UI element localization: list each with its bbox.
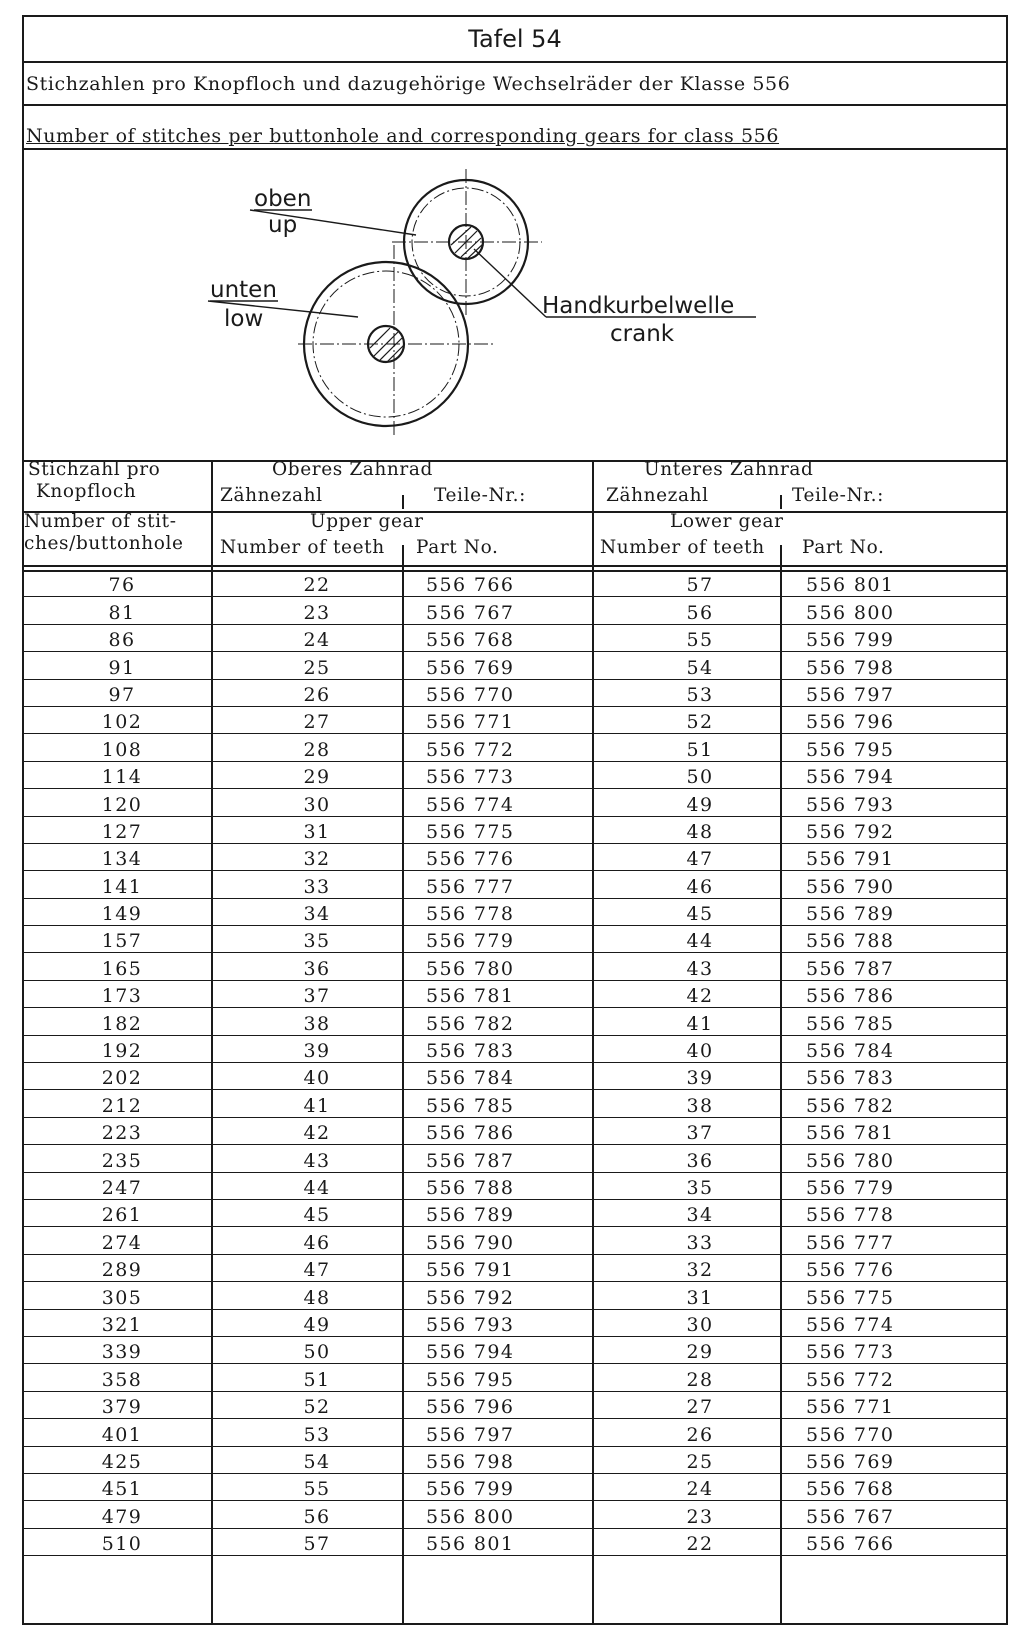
table-row <box>24 1035 1006 1062</box>
header-lower-teeth-de: Zähnezahl <box>606 485 709 506</box>
table-row <box>24 1473 1006 1500</box>
upper-part-no-cell: 556 771 <box>414 706 606 733</box>
upper-teeth-cell: 35 <box>220 926 414 953</box>
stitch-count-cell: 182 <box>24 1008 220 1035</box>
lower-teeth-cell: 24 <box>606 1473 794 1500</box>
upper-teeth-cell: 48 <box>220 1282 414 1309</box>
lower-teeth-cell: 44 <box>606 926 794 953</box>
stitch-count-cell: 149 <box>24 898 220 925</box>
header-upper-de: Oberes Zahnrad <box>272 459 433 480</box>
upper-part-no-cell: 556 774 <box>414 789 606 816</box>
stitch-count-cell: 141 <box>24 871 220 898</box>
table-row <box>24 980 1006 1007</box>
upper-teeth-cell: 51 <box>220 1364 414 1391</box>
stitch-count-cell: 212 <box>24 1090 220 1117</box>
divider <box>24 460 1006 462</box>
upper-part-no-cell: 556 796 <box>414 1391 606 1418</box>
upper-teeth-cell: 49 <box>220 1309 414 1336</box>
header-upper-teeth-en: Number of teeth <box>220 537 385 558</box>
lower-teeth-cell: 30 <box>606 1309 794 1336</box>
stitch-count-cell: 289 <box>24 1254 220 1281</box>
upper-part-no-cell: 556 787 <box>414 1145 606 1172</box>
upper-part-no-cell: 556 788 <box>414 1172 606 1199</box>
table-row <box>24 789 1006 816</box>
stitch-count-cell: 479 <box>24 1501 220 1528</box>
header-lower-teeth-en: Number of teeth <box>600 537 765 558</box>
lower-part-no-cell: 556 772 <box>794 1364 1006 1391</box>
table-row <box>24 1199 1006 1226</box>
stitch-count-cell: 261 <box>24 1199 220 1226</box>
lower-teeth-cell: 23 <box>606 1501 794 1528</box>
label-shaft-en: crank <box>610 321 675 347</box>
label-upper-en: up <box>268 212 298 238</box>
lower-part-no-cell: 556 794 <box>794 761 1006 788</box>
stitch-count-cell: 425 <box>24 1446 220 1473</box>
stitch-count-cell: 81 <box>24 597 220 624</box>
lower-teeth-cell: 43 <box>606 953 794 980</box>
lower-teeth-cell: 55 <box>606 624 794 651</box>
lower-teeth-cell: 39 <box>606 1063 794 1090</box>
upper-part-no-cell: 556 785 <box>414 1090 606 1117</box>
lower-teeth-cell: 51 <box>606 734 794 761</box>
upper-part-no-cell: 556 769 <box>414 652 606 679</box>
upper-part-no-cell: 556 786 <box>414 1117 606 1144</box>
lower-teeth-cell: 54 <box>606 652 794 679</box>
header-col1-en: Number of stit- ches/buttonhole <box>24 511 184 554</box>
upper-teeth-cell: 47 <box>220 1254 414 1281</box>
lower-part-no-cell: 556 769 <box>794 1446 1006 1473</box>
table-row <box>24 679 1006 706</box>
upper-teeth-cell: 36 <box>220 953 414 980</box>
stitch-count-cell: 173 <box>24 980 220 1007</box>
upper-teeth-cell: 41 <box>220 1090 414 1117</box>
page-title: Tafel 54 <box>468 25 562 53</box>
upper-teeth-cell: 31 <box>220 816 414 843</box>
table-frame <box>22 15 1008 1625</box>
lower-part-no-cell: 556 783 <box>794 1063 1006 1090</box>
upper-teeth-cell: 55 <box>220 1473 414 1500</box>
lower-part-no-cell: 556 797 <box>794 679 1006 706</box>
stitch-count-cell: 321 <box>24 1309 220 1336</box>
lower-part-no-cell: 556 792 <box>794 816 1006 843</box>
lower-part-no-cell: 556 793 <box>794 789 1006 816</box>
table-row <box>24 1501 1006 1528</box>
stitch-count-cell: 510 <box>24 1528 220 1555</box>
upper-part-no-cell: 556 792 <box>414 1282 606 1309</box>
lower-part-no-cell: 556 786 <box>794 980 1006 1007</box>
upper-part-no-cell: 556 778 <box>414 898 606 925</box>
lower-part-no-cell: 556 801 <box>794 570 1006 597</box>
table-row <box>24 1227 1006 1254</box>
upper-part-no-cell: 556 775 <box>414 816 606 843</box>
lower-teeth-cell: 53 <box>606 679 794 706</box>
table-row <box>24 843 1006 870</box>
table-row <box>24 1336 1006 1363</box>
column-tick <box>402 495 404 509</box>
lower-part-no-cell: 556 768 <box>794 1473 1006 1500</box>
upper-teeth-cell: 24 <box>220 624 414 651</box>
lower-part-no-cell: 556 784 <box>794 1035 1006 1062</box>
upper-part-no-cell: 556 790 <box>414 1227 606 1254</box>
lower-part-no-cell: 556 788 <box>794 926 1006 953</box>
table-row <box>24 1145 1006 1172</box>
lower-part-no-cell: 556 778 <box>794 1199 1006 1226</box>
table-row <box>24 898 1006 925</box>
upper-part-no-cell: 556 773 <box>414 761 606 788</box>
stitch-count-cell: 223 <box>24 1117 220 1144</box>
lower-part-no-cell: 556 775 <box>794 1282 1006 1309</box>
lower-part-no-cell: 556 785 <box>794 1008 1006 1035</box>
header-upper-part-en: Part No. <box>416 537 499 558</box>
upper-teeth-cell: 38 <box>220 1008 414 1035</box>
stitch-count-cell: 91 <box>24 652 220 679</box>
lower-teeth-cell: 40 <box>606 1035 794 1062</box>
upper-part-no-cell: 556 801 <box>414 1528 606 1555</box>
stitch-count-cell: 127 <box>24 816 220 843</box>
table-row <box>24 1063 1006 1090</box>
label-upper-de: oben <box>254 186 312 212</box>
upper-teeth-cell: 27 <box>220 706 414 733</box>
table-row <box>24 1446 1006 1473</box>
label-lower-en: low <box>224 306 264 332</box>
upper-teeth-cell: 33 <box>220 871 414 898</box>
table-row <box>24 706 1006 733</box>
upper-teeth-cell: 50 <box>220 1336 414 1363</box>
stitch-count-cell: 202 <box>24 1063 220 1090</box>
lower-teeth-cell: 57 <box>606 570 794 597</box>
stitch-count-cell: 358 <box>24 1364 220 1391</box>
lower-teeth-cell: 25 <box>606 1446 794 1473</box>
upper-teeth-cell: 45 <box>220 1199 414 1226</box>
divider <box>24 565 1006 567</box>
stitch-count-cell: 97 <box>24 679 220 706</box>
lower-part-no-cell: 556 791 <box>794 843 1006 870</box>
upper-teeth-cell: 30 <box>220 789 414 816</box>
header-lower-de: Unteres Zahnrad <box>644 459 814 480</box>
upper-part-no-cell: 556 768 <box>414 624 606 651</box>
lower-part-no-cell: 556 790 <box>794 871 1006 898</box>
upper-teeth-cell: 37 <box>220 980 414 1007</box>
header-lower-en: Lower gear <box>670 511 784 532</box>
lower-part-no-cell: 556 777 <box>794 1227 1006 1254</box>
table-row <box>24 1282 1006 1309</box>
lower-part-no-cell: 556 776 <box>794 1254 1006 1281</box>
stitch-count-cell: 247 <box>24 1172 220 1199</box>
stitch-count-cell: 108 <box>24 734 220 761</box>
upper-part-no-cell: 556 777 <box>414 871 606 898</box>
stitch-count-cell: 120 <box>24 789 220 816</box>
header-col1-de: Stichzahl pro Knopfloch <box>28 459 161 502</box>
lower-teeth-cell: 29 <box>606 1336 794 1363</box>
lower-part-no-cell: 556 766 <box>794 1528 1006 1555</box>
lower-teeth-cell: 56 <box>606 597 794 624</box>
lower-teeth-cell: 33 <box>606 1227 794 1254</box>
table-row <box>24 1364 1006 1391</box>
table-row <box>24 926 1006 953</box>
stitch-count-cell: 102 <box>24 706 220 733</box>
stitch-count-cell: 274 <box>24 1227 220 1254</box>
table-row <box>24 871 1006 898</box>
upper-teeth-cell: 44 <box>220 1172 414 1199</box>
table-row <box>24 816 1006 843</box>
lower-teeth-cell: 35 <box>606 1172 794 1199</box>
upper-part-no-cell: 556 770 <box>414 679 606 706</box>
lower-part-no-cell: 556 800 <box>794 597 1006 624</box>
upper-part-no-cell: 556 776 <box>414 843 606 870</box>
upper-part-no-cell: 556 797 <box>414 1419 606 1446</box>
upper-part-no-cell: 556 793 <box>414 1309 606 1336</box>
stitch-count-cell: 451 <box>24 1473 220 1500</box>
upper-teeth-cell: 39 <box>220 1035 414 1062</box>
lower-teeth-cell: 31 <box>606 1282 794 1309</box>
lower-part-no-cell: 556 799 <box>794 624 1006 651</box>
lower-teeth-cell: 41 <box>606 1008 794 1035</box>
stitch-count-cell: 157 <box>24 926 220 953</box>
lower-part-no-cell: 556 773 <box>794 1336 1006 1363</box>
table-row <box>24 1419 1006 1446</box>
upper-teeth-cell: 32 <box>220 843 414 870</box>
column-tick <box>780 495 782 509</box>
upper-teeth-cell: 40 <box>220 1063 414 1090</box>
label-lower-de: unten <box>210 277 277 303</box>
label-shaft-de: Handkurbelwelle <box>542 293 735 319</box>
stitch-count-cell: 76 <box>24 570 220 597</box>
lower-part-no-cell: 556 795 <box>794 734 1006 761</box>
upper-part-no-cell: 556 783 <box>414 1035 606 1062</box>
lower-part-no-cell: 556 787 <box>794 953 1006 980</box>
upper-part-no-cell: 556 781 <box>414 980 606 1007</box>
lower-teeth-cell: 45 <box>606 898 794 925</box>
lower-teeth-cell: 34 <box>606 1199 794 1226</box>
upper-teeth-cell: 23 <box>220 597 414 624</box>
lower-part-no-cell: 556 796 <box>794 706 1006 733</box>
lower-teeth-cell: 46 <box>606 871 794 898</box>
lower-part-no-cell: 556 779 <box>794 1172 1006 1199</box>
header-upper-part-de: Teile-Nr.: <box>434 485 526 506</box>
stitch-count-cell: 339 <box>24 1336 220 1363</box>
upper-teeth-cell: 53 <box>220 1419 414 1446</box>
upper-part-no-cell: 556 784 <box>414 1063 606 1090</box>
upper-teeth-cell: 26 <box>220 679 414 706</box>
upper-part-no-cell: 556 782 <box>414 1008 606 1035</box>
table-row <box>24 1172 1006 1199</box>
lower-teeth-cell: 37 <box>606 1117 794 1144</box>
header-lower-part-de: Teile-Nr.: <box>792 485 884 506</box>
lower-part-no-cell: 556 782 <box>794 1090 1006 1117</box>
lower-teeth-cell: 28 <box>606 1364 794 1391</box>
upper-teeth-cell: 57 <box>220 1528 414 1555</box>
gear-diagram <box>24 17 1006 462</box>
upper-part-no-cell: 556 789 <box>414 1199 606 1226</box>
upper-part-no-cell: 556 795 <box>414 1364 606 1391</box>
header-upper-teeth-de: Zähnezahl <box>220 485 323 506</box>
upper-teeth-cell: 56 <box>220 1501 414 1528</box>
stitch-count-cell: 379 <box>24 1391 220 1418</box>
lower-part-no-cell: 556 789 <box>794 898 1006 925</box>
upper-teeth-cell: 52 <box>220 1391 414 1418</box>
caption-german: Stichzahlen pro Knopfloch und dazugehörige Wechselräder der Klasse 556 <box>26 73 791 95</box>
gear-table <box>24 570 1006 1556</box>
upper-part-no-cell: 556 798 <box>414 1446 606 1473</box>
lower-part-no-cell: 556 781 <box>794 1117 1006 1144</box>
table-row <box>24 624 1006 651</box>
lower-part-no-cell: 556 771 <box>794 1391 1006 1418</box>
upper-teeth-cell: 54 <box>220 1446 414 1473</box>
table-row <box>24 1008 1006 1035</box>
lower-part-no-cell: 556 780 <box>794 1145 1006 1172</box>
lower-teeth-cell: 36 <box>606 1145 794 1172</box>
stitch-count-cell: 165 <box>24 953 220 980</box>
upper-part-no-cell: 556 799 <box>414 1473 606 1500</box>
upper-part-no-cell: 556 772 <box>414 734 606 761</box>
upper-teeth-cell: 29 <box>220 761 414 788</box>
lower-teeth-cell: 42 <box>606 980 794 1007</box>
stitch-count-cell: 235 <box>24 1145 220 1172</box>
lower-part-no-cell: 556 798 <box>794 652 1006 679</box>
upper-teeth-cell: 25 <box>220 652 414 679</box>
lower-teeth-cell: 32 <box>606 1254 794 1281</box>
stitch-count-cell: 401 <box>24 1419 220 1446</box>
lower-teeth-cell: 50 <box>606 761 794 788</box>
upper-part-no-cell: 556 767 <box>414 597 606 624</box>
upper-part-no-cell: 556 791 <box>414 1254 606 1281</box>
lower-teeth-cell: 52 <box>606 706 794 733</box>
lower-part-no-cell: 556 774 <box>794 1309 1006 1336</box>
table-row <box>24 1309 1006 1336</box>
upper-teeth-cell: 28 <box>220 734 414 761</box>
lower-part-no-cell: 556 770 <box>794 1419 1006 1446</box>
table-row <box>24 652 1006 679</box>
stitch-count-cell: 192 <box>24 1035 220 1062</box>
lower-teeth-cell: 48 <box>606 816 794 843</box>
table-row <box>24 1117 1006 1144</box>
lower-teeth-cell: 49 <box>606 789 794 816</box>
lower-teeth-cell: 38 <box>606 1090 794 1117</box>
lower-teeth-cell: 26 <box>606 1419 794 1446</box>
table-row <box>24 761 1006 788</box>
lower-teeth-cell: 27 <box>606 1391 794 1418</box>
table-row <box>24 1391 1006 1418</box>
upper-teeth-cell: 43 <box>220 1145 414 1172</box>
upper-teeth-cell: 42 <box>220 1117 414 1144</box>
upper-part-no-cell: 556 766 <box>414 570 606 597</box>
lower-teeth-cell: 22 <box>606 1528 794 1555</box>
table-row <box>24 1528 1006 1555</box>
divider <box>24 511 1006 513</box>
table-row <box>24 1254 1006 1281</box>
lower-teeth-cell: 47 <box>606 843 794 870</box>
upper-part-no-cell: 556 794 <box>414 1336 606 1363</box>
stitch-count-cell: 86 <box>24 624 220 651</box>
table-row <box>24 734 1006 761</box>
stitch-count-cell: 305 <box>24 1282 220 1309</box>
upper-teeth-cell: 34 <box>220 898 414 925</box>
table-row <box>24 953 1006 980</box>
table-row <box>24 1090 1006 1117</box>
upper-part-no-cell: 556 779 <box>414 926 606 953</box>
stitch-count-cell: 114 <box>24 761 220 788</box>
header-lower-part-en: Part No. <box>802 537 885 558</box>
upper-teeth-cell: 46 <box>220 1227 414 1254</box>
table-row <box>24 597 1006 624</box>
upper-part-no-cell: 556 800 <box>414 1501 606 1528</box>
header-upper-en: Upper gear <box>310 511 424 532</box>
stitch-count-cell: 134 <box>24 843 220 870</box>
upper-part-no-cell: 556 780 <box>414 953 606 980</box>
caption-english: Number of stitches per buttonhole and corresponding gears for class 556 <box>26 125 780 147</box>
lower-part-no-cell: 556 767 <box>794 1501 1006 1528</box>
upper-teeth-cell: 22 <box>220 570 414 597</box>
table-row <box>24 570 1006 597</box>
